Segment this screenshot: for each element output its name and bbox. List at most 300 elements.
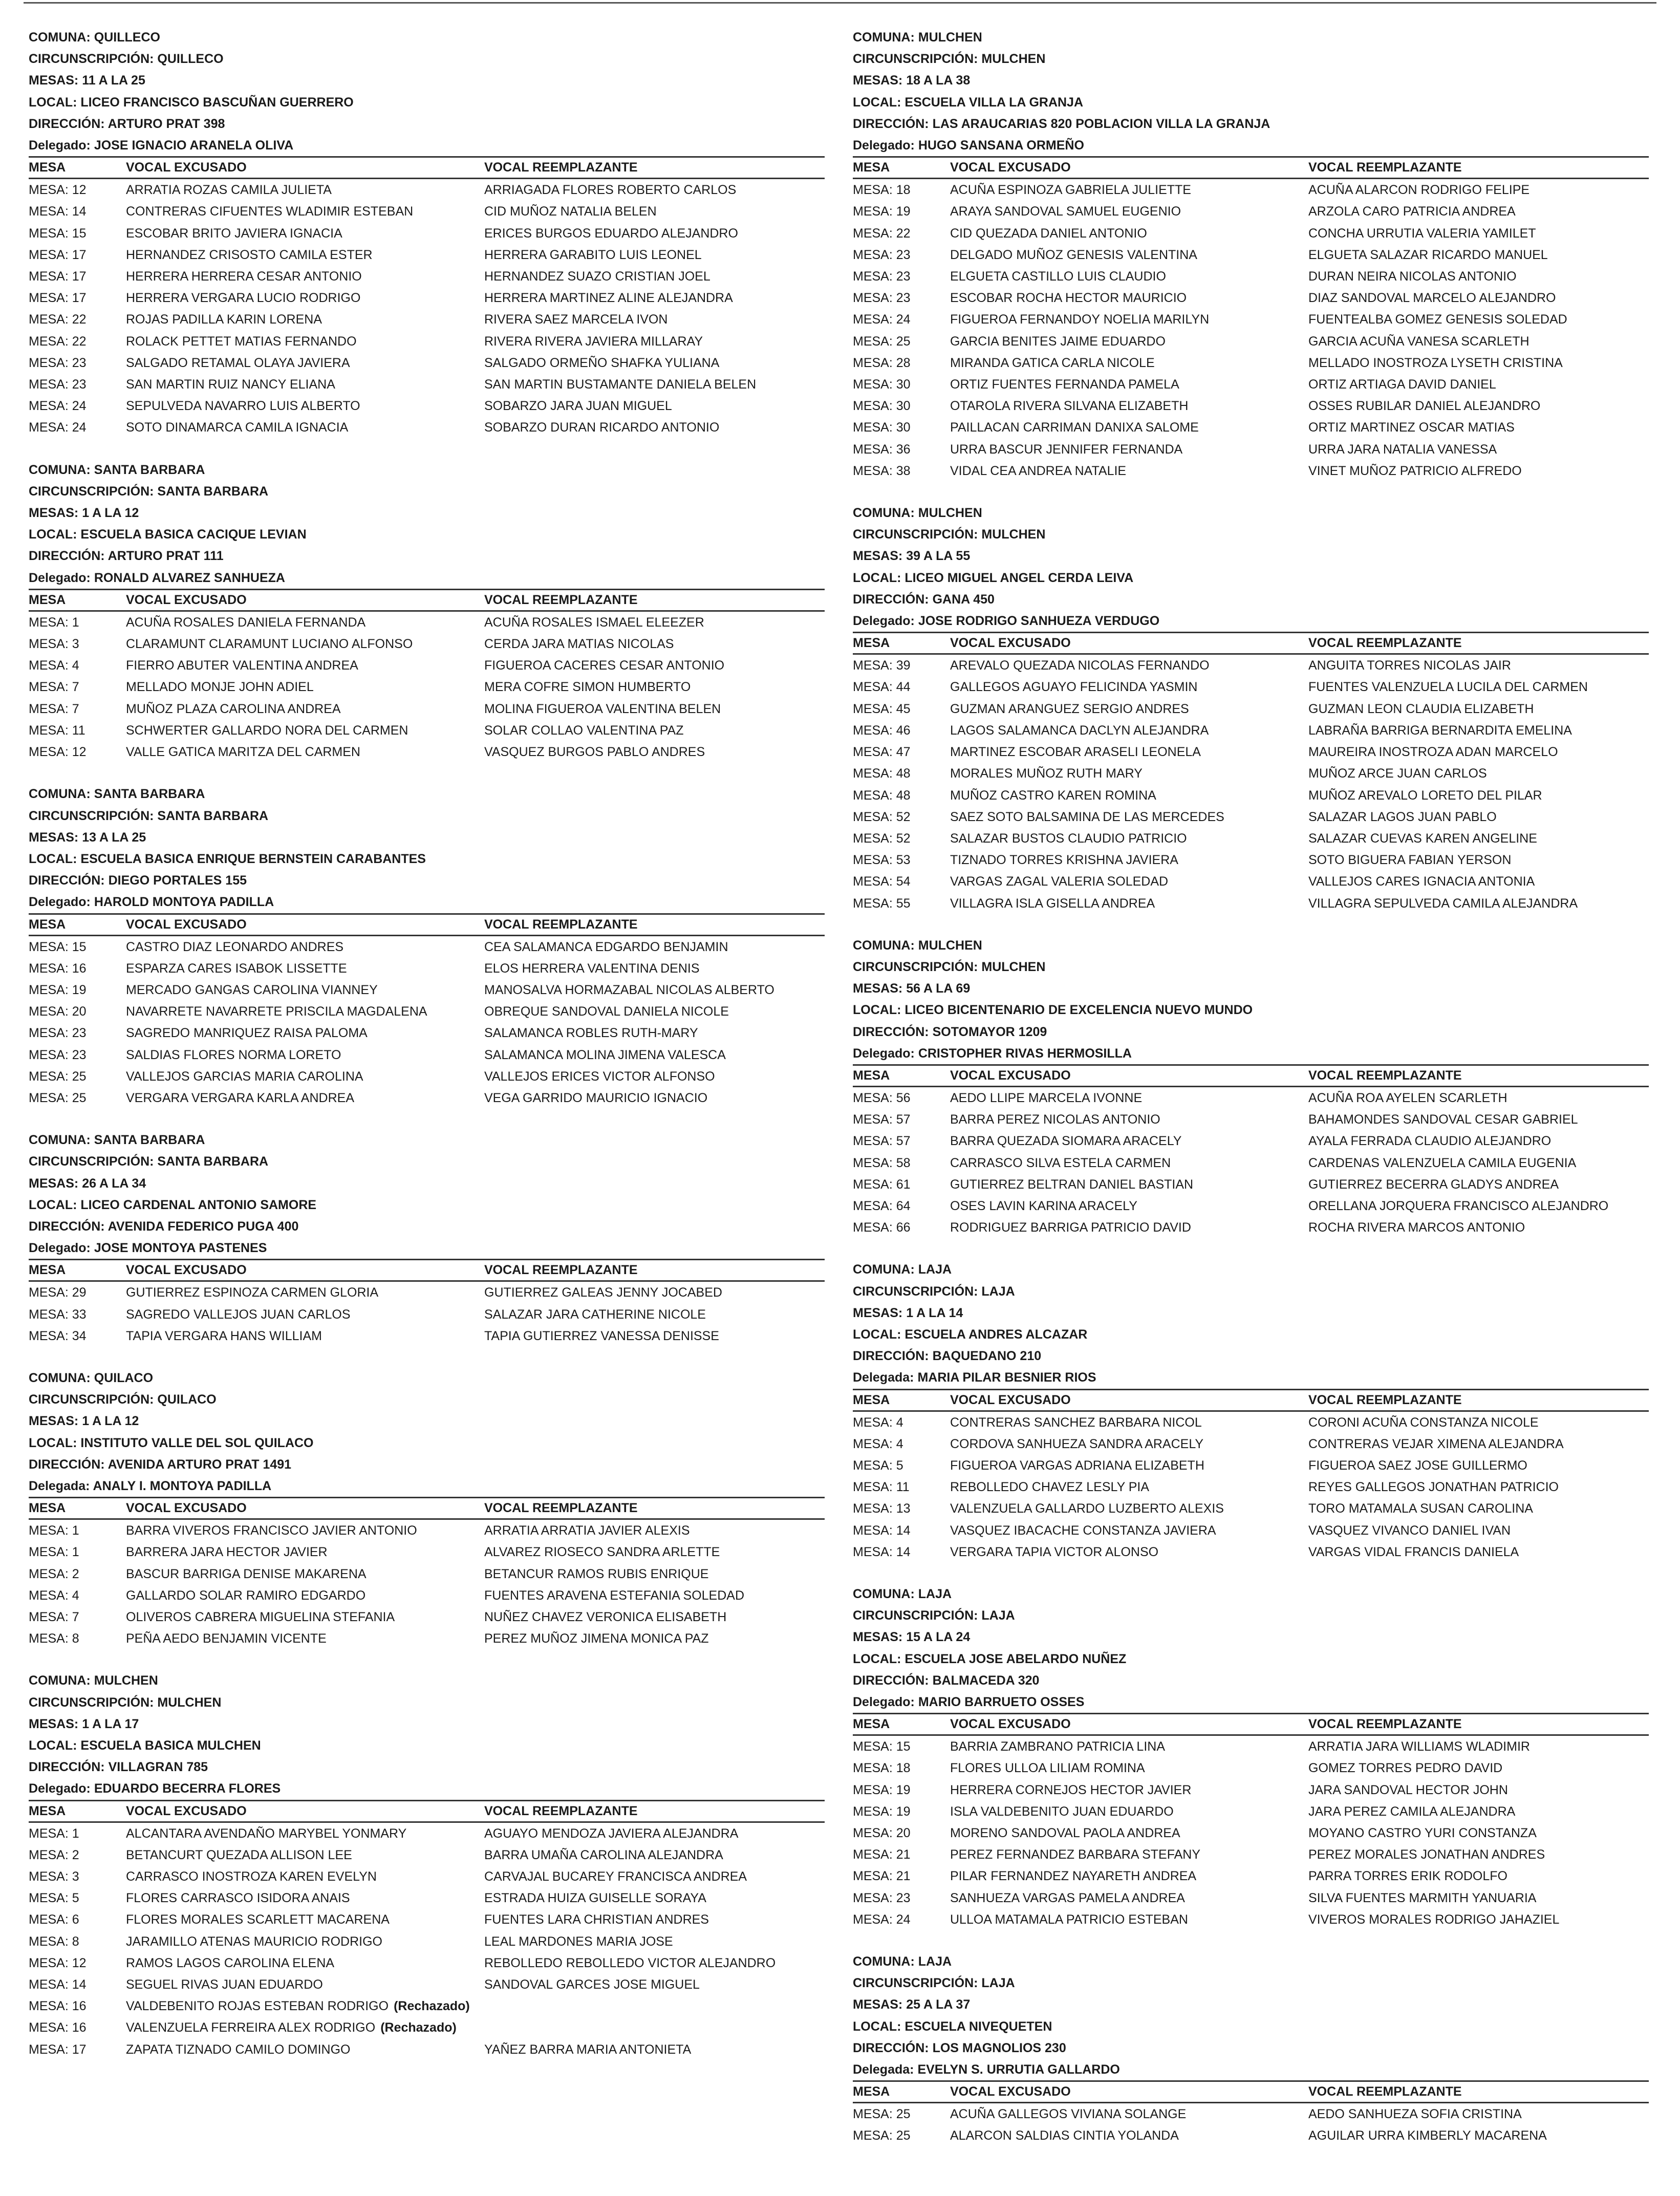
mesa-cell: MESA: 1 — [29, 615, 79, 630]
mesa-cell: MESA: 8 — [29, 1934, 79, 1949]
mesas-line — [853, 1626, 1649, 1648]
polling-section — [29, 1367, 825, 1649]
vocal-table — [853, 1713, 1649, 1930]
table-row — [29, 1563, 825, 1585]
mesas-line-value: 11 A LA 25 — [82, 73, 145, 88]
local-line-label: LOCAL : — [853, 2019, 904, 2034]
reemplazante-cell: MUÑOZ AREVALO LORETO DEL PILAR — [1308, 788, 1542, 803]
mesa-cell: MESA: 57 — [853, 1112, 911, 1127]
circunscripcion-line-value: SANTA BARBARA — [157, 1154, 269, 1169]
table-row — [853, 893, 1649, 914]
mesa-cell: MESA: 4 — [853, 1436, 903, 1451]
delegado-line — [29, 1778, 825, 1799]
mesa-cell: MESA: 24 — [853, 1912, 911, 1927]
reemplazante-cell: SALAZAR JARA CATHERINE NICOLE — [484, 1307, 706, 1322]
delegado-line-label: Delegado : — [29, 1241, 94, 1255]
table-row — [853, 1476, 1649, 1498]
mesa-cell: MESA: 15 — [853, 1739, 911, 1754]
comuna-line-label: COMUNA : — [29, 787, 94, 801]
mesa-cell: MESA: 57 — [853, 1134, 911, 1149]
direccion-line — [29, 1454, 825, 1475]
excusado-cell: FLORES CARRASCO ISIDORA ANAIS — [126, 1891, 350, 1906]
table-row — [29, 633, 825, 655]
mesa-cell: MESA: 14 — [853, 1544, 911, 1559]
mesas-line-label: MESAS : — [853, 981, 906, 996]
col-excusado-header: VOCAL EXCUSADO — [126, 1260, 484, 1281]
reemplazante-cell: GUTIERREZ BECERRA GLADYS ANDREA — [1308, 1177, 1559, 1192]
comuna-line — [853, 1583, 1649, 1605]
direccion-line — [853, 1021, 1649, 1043]
polling-section — [29, 27, 825, 439]
mesas-line-label: MESAS : — [853, 549, 906, 563]
header-row — [29, 1260, 825, 1281]
mesa-cell: MESA: 1 — [29, 1545, 79, 1560]
reemplazante-cell: REBOLLEDO REBOLLEDO VICTOR ALEJANDRO — [484, 1955, 776, 1970]
direccion-line — [29, 1756, 825, 1778]
table-row — [29, 698, 825, 720]
mesa-cell: MESA: 28 — [853, 355, 911, 370]
mesa-cell: MESA: 15 — [29, 939, 87, 954]
reemplazante-cell: NUÑEZ CHAVEZ VERONICA ELISABETH — [484, 1610, 727, 1624]
mesa-cell: MESA: 14 — [853, 1523, 911, 1538]
reemplazante-cell: BETANCUR RAMOS RUBIS ENRIQUE — [484, 1566, 709, 1581]
comuna-line-value: MULCHEN — [94, 1673, 158, 1688]
table-row — [29, 331, 825, 352]
mesa-cell: MESA: 19 — [29, 982, 87, 997]
excusado-cell: FLORES MORALES SCARLETT MACARENA — [126, 1912, 390, 1927]
excusado-cell: BARRIA ZAMBRANO PATRICIA LINA — [950, 1739, 1165, 1754]
mesa-cell: MESA: 25 — [853, 334, 911, 349]
reemplazante-cell: PARRA TORRES ERIK RODOLFO — [1308, 1869, 1507, 1884]
vocal-table — [29, 589, 825, 763]
mesa-cell: MESA: 3 — [29, 1869, 79, 1884]
reemplazante-cell: VASQUEZ BURGOS PABLO ANDRES — [484, 745, 705, 760]
reemplazante-cell: MOYANO CASTRO YURI CONSTANZA — [1308, 1826, 1537, 1841]
delegado-line-value: HAROLD MONTOYA PADILLA — [94, 895, 274, 910]
mesa-cell: MESA: 7 — [29, 701, 79, 716]
reemplazante-cell: HERRERA MARTINEZ ALINE ALEJANDRA — [484, 291, 733, 306]
col-mesa-header: MESA — [853, 633, 950, 654]
local-line-label: LOCAL : — [29, 1198, 80, 1212]
excusado-cell: HERRERA HERRERA CESAR ANTONIO — [126, 269, 362, 284]
comuna-line — [853, 1951, 1649, 1972]
direccion-line — [853, 2037, 1649, 2059]
table-row — [853, 1455, 1649, 1476]
circunscripcion-line — [29, 481, 825, 502]
col-excusado-header: VOCAL EXCUSADO — [950, 633, 1308, 654]
excusado-cell: BARRA QUEZADA SIOMARA ARACELY — [950, 1134, 1182, 1149]
local-line — [853, 1324, 1649, 1345]
reemplazante-cell: VASQUEZ VIVANCO DANIEL IVAN — [1308, 1523, 1511, 1538]
comuna-line-value: LAJA — [918, 1262, 952, 1277]
mesa-cell: MESA: 11 — [29, 723, 85, 738]
mesa-cell: MESA: 8 — [29, 1631, 79, 1646]
reemplazante-cell: ARRATIA ARRATIA JAVIER ALEXIS — [484, 1523, 690, 1538]
comuna-line — [853, 935, 1649, 956]
mesa-cell: MESA: 1 — [29, 1826, 79, 1841]
excusado-cell: VARGAS ZAGAL VALERIA SOLEDAD — [950, 874, 1169, 889]
table-row — [29, 201, 825, 222]
reemplazante-cell: RIVERA RIVERA JAVIERA MILLARAY — [484, 334, 703, 349]
excusado-cell: SALGADO RETAMAL OLAYA JAVIERA — [126, 355, 350, 370]
delegado-line — [853, 2059, 1649, 2080]
excusado-cell: OLIVEROS CABRERA MIGUELINA STEFANIA — [126, 1610, 395, 1624]
reemplazante-cell: GARCIA ACUÑA VANESA SCARLETH — [1308, 334, 1530, 349]
vocal-table — [29, 913, 825, 1109]
col-reemplazante-header: VOCAL REEMPLAZANTE — [484, 914, 825, 935]
table-row — [853, 1433, 1649, 1455]
mesa-cell: MESA: 55 — [853, 896, 911, 911]
table-row — [853, 720, 1649, 741]
mesa-cell: MESA: 16 — [29, 1999, 87, 2014]
excusado-cell: CLARAMUNT CLARAMUNT LUCIANO ALFONSO — [126, 637, 413, 652]
local-line-value: LICEO FRANCISCO BASCUÑAN GUERRERO — [80, 95, 354, 110]
local-line-label: LOCAL : — [29, 852, 80, 866]
direccion-line-value: GANA 450 — [932, 592, 995, 607]
table-row — [29, 1066, 825, 1087]
table-row — [29, 223, 825, 244]
table-row — [853, 1109, 1649, 1130]
table-row — [853, 1174, 1649, 1195]
table-row — [29, 1887, 825, 1909]
local-line-value: INSTITUTO VALLE DEL SOL QUILACO — [80, 1435, 314, 1450]
polling-section — [29, 459, 825, 763]
local-line-value: LICEO CARDENAL ANTONIO SAMORE — [80, 1197, 317, 1212]
col-excusado-header: VOCAL EXCUSADO — [126, 1800, 484, 1822]
mesa-cell: MESA: 5 — [853, 1458, 903, 1473]
excusado-cell: ARRATIA ROZAS CAMILA JULIETA — [126, 183, 332, 198]
direccion-line-value: SOTOMAYOR 1209 — [932, 1024, 1047, 1039]
excusado-cell: MORENO SANDOVAL PAOLA ANDREA — [950, 1826, 1180, 1841]
circunscripcion-line — [853, 48, 1649, 70]
circunscripcion-line-value: LAJA — [981, 1284, 1015, 1299]
reemplazante-cell: LEAL MARDONES MARIA JOSE — [484, 1934, 673, 1949]
mesas-line-label: MESAS : — [853, 1306, 906, 1320]
mesa-cell: MESA: 11 — [853, 1480, 910, 1495]
local-line — [29, 1432, 825, 1454]
reemplazante-cell: FIGUEROA CACERES CESAR ANTONIO — [484, 658, 725, 673]
vocal-table-head — [29, 1498, 825, 1519]
direccion-line-value: AVENIDA ARTURO PRAT 1491 — [107, 1457, 292, 1472]
local-line-value: ESCUELA NIVEQUETEN — [904, 2019, 1052, 2034]
col-mesa-header: MESA — [853, 1065, 950, 1086]
mesa-cell: MESA: 20 — [29, 1004, 87, 1019]
excusado-cell: VALLE GATICA MARITZA DEL CARMEN — [126, 745, 360, 760]
mesa-cell: MESA: 24 — [29, 399, 87, 414]
reemplazante-cell: ESTRADA HUIZA GUISELLE SORAYA — [484, 1891, 706, 1906]
direccion-line-value: AVENIDA FEDERICO PUGA 400 — [107, 1219, 299, 1234]
table-row — [29, 979, 825, 1001]
excusado-cell: OSES LAVIN KARINA ARACELY — [950, 1198, 1137, 1213]
excusado-cell: PAILLACAN CARRIMAN DANIXA SALOME — [950, 420, 1199, 435]
direccion-line-value: BAQUEDANO 210 — [932, 1349, 1042, 1364]
reemplazante-cell: FUENTES LARA CHRISTIAN ANDRES — [484, 1912, 709, 1927]
reemplazante-cell: VARGAS VIDAL FRANCIS DANIELA — [1308, 1544, 1519, 1559]
excusado-cell: ALARCON SALDIAS CINTIA YOLANDA — [950, 2128, 1179, 2143]
delegado-line — [853, 135, 1649, 156]
mesa-cell: MESA: 23 — [853, 291, 911, 306]
excusado-cell: ESPARZA CARES ISABOK LISSETTE — [126, 961, 347, 976]
excusado-cell: ACUÑA ROSALES DANIELA FERNANDA — [126, 615, 366, 630]
delegado-line-label: Delegado : — [29, 571, 94, 585]
direccion-line-value: VILLAGRAN 785 — [108, 1760, 208, 1775]
local-line — [29, 1735, 825, 1756]
excusado-cell: BETANCURT QUEZADA ALLISON LEE — [126, 1847, 352, 1862]
circunscripcion-line-value: SANTA BARBARA — [157, 808, 269, 823]
table-row — [29, 1087, 825, 1109]
excusado-cell: VALENZUELA FERREIRA ALEX RODRIGO (Rechazado) — [126, 2020, 457, 2035]
reemplazante-cell: VINET MUÑOZ PATRICIO ALFREDO — [1308, 463, 1522, 478]
direccion-line-value: LOS MAGNOLIOS 230 — [932, 2040, 1066, 2055]
mesa-cell: MESA: 21 — [853, 1869, 911, 1884]
circunscripcion-line-value: SANTA BARBARA — [157, 484, 269, 499]
polling-section — [853, 502, 1649, 914]
table-row — [29, 1866, 825, 1887]
vocal-table-head — [29, 1800, 825, 1822]
table-row — [29, 1822, 825, 1844]
comuna-line — [853, 27, 1649, 48]
excusado-cell: GARCIA BENITES JAIME EDUARDO — [950, 334, 1166, 349]
table-row — [853, 2125, 1649, 2146]
circunscripcion-line — [853, 1605, 1649, 1626]
local-line — [29, 848, 825, 870]
reemplazante-cell: MERA COFRE SIMON HUMBERTO — [484, 680, 691, 695]
reemplazante-cell: JARA PEREZ CAMILA ALEJANDRA — [1308, 1804, 1516, 1819]
excusado-cell: SEGUEL RIVAS JUAN EDUARDO — [126, 1977, 323, 1992]
mesa-cell: MESA: 58 — [853, 1155, 911, 1170]
excusado-cell: VERGARA TAPIA VICTOR ALONSO — [950, 1544, 1159, 1559]
vocal-table-body — [29, 179, 825, 439]
excusado-cell: FIGUEROA VARGAS ADRIANA ELIZABETH — [950, 1458, 1204, 1473]
excusado-cell: ACUÑA GALLEGOS VIVIANA SOLANGE — [950, 2107, 1187, 2122]
local-line-label: LOCAL : — [853, 1652, 904, 1666]
table-row — [29, 935, 825, 958]
local-line — [853, 999, 1649, 1021]
mesa-cell: MESA: 39 — [853, 658, 911, 673]
reemplazante-cell: SILVA FUENTES MARMITH YANUARIA — [1308, 1890, 1537, 1905]
reemplazante-cell: CARVAJAL BUCAREY FRANCISCA ANDREA — [484, 1869, 747, 1884]
mesas-line-label: MESAS : — [29, 830, 82, 845]
excusado-cell: MUÑOZ CASTRO KAREN ROMINA — [950, 788, 1156, 803]
vocal-table-head — [29, 589, 825, 611]
excusado-cell: ELGUETA CASTILLO LUIS CLAUDIO — [950, 269, 1166, 284]
excusado-cell: RAMOS LAGOS CAROLINA ELENA — [126, 1955, 335, 1970]
circunscripcion-line-label: CIRCUNSCRIPCIÓN : — [853, 52, 981, 66]
table-row — [853, 828, 1649, 849]
excusado-cell: ORTIZ FUENTES FERNANDA PAMELA — [950, 377, 1179, 392]
mesas-line — [29, 1410, 825, 1432]
excusado-cell: BARRA VIVEROS FRANCISCO JAVIER ANTONIO — [126, 1523, 417, 1538]
reemplazante-cell: CONTRERAS VEJAR XIMENA ALEJANDRA — [1308, 1436, 1564, 1451]
circunscripcion-line — [853, 956, 1649, 978]
reemplazante-cell: PEREZ MUÑOZ JIMENA MONICA PAZ — [484, 1631, 709, 1646]
delegado-line — [29, 1237, 825, 1259]
vocal-table — [853, 1064, 1649, 1238]
excusado-cell: MERCADO GANGAS CAROLINA VIANNEY — [126, 982, 378, 997]
delegado-line-label: Delegado : — [29, 895, 94, 909]
table-row — [853, 1865, 1649, 1887]
reemplazante-cell: OBREQUE SANDOVAL DANIELA NICOLE — [484, 1004, 729, 1019]
col-reemplazante-header: VOCAL REEMPLAZANTE — [1308, 1065, 1649, 1086]
col-reemplazante-header: VOCAL REEMPLAZANTE — [1308, 2081, 1649, 2103]
reemplazante-cell: SOTO BIGUERA FABIAN YERSON — [1308, 853, 1512, 868]
local-line — [29, 92, 825, 113]
direccion-line-label: DIRECCIÓN : — [29, 549, 108, 563]
reemplazante-cell: ANGUITA TORRES NICOLAS JAIR — [1308, 658, 1511, 673]
table-row — [853, 1844, 1649, 1865]
table-row — [29, 2039, 825, 2060]
reemplazante-cell: ACUÑA ALARCON RODRIGO FELIPE — [1308, 183, 1530, 198]
vocal-table-body — [853, 1735, 1649, 1930]
delegado-line-value: CRISTOPHER RIVAS HERMOSILLA — [918, 1046, 1132, 1061]
mesas-line — [29, 1173, 825, 1194]
reemplazante-cell: SALAZAR CUEVAS KAREN ANGELINE — [1308, 831, 1537, 846]
reemplazante-cell: ALVAREZ RIOSECO SANDRA ARLETTE — [484, 1545, 720, 1560]
excusado-cell: URRA BASCUR JENNIFER FERNANDA — [950, 442, 1183, 457]
comuna-line-value: MULCHEN — [918, 938, 982, 953]
excusado-cell: GALLARDO SOLAR RAMIRO EDGARDO — [126, 1588, 366, 1603]
reemplazante-cell: AGUAYO MENDOZA JAVIERA ALEJANDRA — [484, 1826, 739, 1841]
vocal-table-head — [853, 2081, 1649, 2103]
table-row — [853, 763, 1649, 784]
local-line — [29, 1194, 825, 1216]
excusado-cell: MELLADO MONJE JOHN ADIEL — [126, 680, 314, 695]
header-row — [29, 157, 825, 179]
direccion-line-label: DIRECCIÓN : — [853, 117, 933, 131]
excusado-cell: ZAPATA TIZNADO CAMILO DOMINGO — [126, 2042, 351, 2057]
vocal-table-body — [29, 1822, 825, 2060]
excusado-cell: GUTIERREZ ESPINOZA CARMEN GLORIA — [126, 1285, 379, 1300]
table-row — [853, 439, 1649, 460]
excusado-cell: FIGUEROA FERNANDOY NOELIA MARILYN — [950, 312, 1210, 327]
mesa-cell: MESA: 48 — [853, 766, 911, 781]
table-row — [853, 1909, 1649, 1930]
col-mesa-header: MESA — [853, 1714, 950, 1735]
delegado-line — [29, 1475, 825, 1497]
vocal-table — [853, 632, 1649, 914]
reemplazante-cell: SAN MARTIN BUSTAMANTE DANIELA BELEN — [484, 377, 757, 392]
mesas-line — [29, 1713, 825, 1735]
mesa-cell: MESA: 25 — [853, 2107, 911, 2122]
polling-section — [29, 783, 825, 1109]
mesa-cell: MESA: 25 — [29, 1069, 87, 1084]
reemplazante-cell: HERRERA GARABITO LUIS LEONEL — [484, 247, 702, 262]
table-row — [853, 654, 1649, 677]
delegado-line-value: RONALD ALVAREZ SANHUEZA — [94, 570, 285, 585]
delegado-line-label: Delegado : — [29, 138, 94, 153]
excusado-cell: GUTIERREZ BELTRAN DANIEL BASTIAN — [950, 1177, 1194, 1192]
mesas-line-value: 39 A LA 55 — [906, 549, 971, 564]
local-line-label: LOCAL : — [29, 527, 80, 542]
circunscripcion-line-label: CIRCUNSCRIPCIÓN : — [29, 52, 157, 66]
mesa-cell: MESA: 22 — [853, 226, 911, 241]
excusado-cell: OTAROLA RIVERA SILVANA ELIZABETH — [950, 399, 1189, 414]
excusado-cell: MARTINEZ ESCOBAR ARASELI LEONELA — [950, 745, 1201, 760]
direccion-line-label: DIRECCIÓN : — [29, 1457, 108, 1472]
mesa-cell: MESA: 52 — [853, 831, 911, 846]
mesa-cell: MESA: 23 — [853, 1890, 911, 1905]
mesa-cell: MESA: 18 — [853, 183, 911, 198]
excusado-cell: CORDOVA SANHUEZA SANDRA ARACELY — [950, 1436, 1204, 1451]
direccion-line — [29, 113, 825, 135]
excusado-cell: FLORES ULLOA LILIAM ROMINA — [950, 1761, 1145, 1776]
direccion-line-label: DIRECCIÓN : — [29, 117, 108, 131]
table-row — [29, 1022, 825, 1044]
mesa-cell: MESA: 1 — [29, 1523, 79, 1538]
reemplazante-cell: BAHAMONDES SANDOVAL CESAR GABRIEL — [1308, 1112, 1578, 1127]
delegado-line — [29, 135, 825, 156]
table-row — [853, 871, 1649, 892]
mesa-cell: MESA: 2 — [29, 1847, 79, 1862]
circunscripcion-line — [29, 48, 825, 70]
local-line-value: ESCUELA ANDRES ALCAZAR — [904, 1327, 1088, 1342]
excusado-cell: MUÑOZ PLAZA CAROLINA ANDREA — [126, 701, 341, 716]
vocal-table — [853, 1389, 1649, 1563]
circunscripcion-line-value: LAJA — [981, 1976, 1015, 1991]
vocal-table-body — [29, 611, 825, 763]
mesas-line-label: MESAS : — [853, 73, 906, 88]
circunscripcion-line — [853, 524, 1649, 545]
comuna-line-value: MULCHEN — [918, 506, 982, 521]
excusado-cell: VILLAGRA ISLA GISELLA ANDREA — [950, 896, 1155, 911]
circunscripcion-line-value: LAJA — [981, 1608, 1015, 1623]
reemplazante-cell: OSSES RUBILAR DANIEL ALEJANDRO — [1308, 399, 1541, 414]
table-row — [29, 1844, 825, 1866]
local-line-value: LICEO BICENTENARIO DE EXCELENCIA NUEVO MUNDO — [904, 1003, 1253, 1018]
mesa-cell: MESA: 14 — [29, 204, 87, 219]
mesas-line-value: 13 A LA 25 — [82, 830, 146, 845]
mesa-cell: MESA: 30 — [853, 377, 911, 392]
mesa-cell: MESA: 7 — [29, 680, 79, 695]
table-row — [853, 287, 1649, 309]
local-line-value: ESCUELA BASICA ENRIQUE BERNSTEIN CARABANTES — [80, 851, 426, 866]
mesa-cell: MESA: 4 — [853, 1415, 903, 1430]
delegado-line-value: JOSE MONTOYA PASTENES — [94, 1241, 267, 1256]
mesa-cell: MESA: 17 — [29, 269, 87, 284]
mesas-line — [853, 70, 1649, 91]
table-row — [29, 1931, 825, 1952]
excusado-cell: CARRASCO SILVA ESTELA CARMEN — [950, 1155, 1171, 1170]
mesas-line-value: 26 A LA 34 — [82, 1176, 146, 1191]
excusado-cell: SANHUEZA VARGAS PAMELA ANDREA — [950, 1890, 1185, 1905]
delegado-line — [29, 567, 825, 589]
delegado-line — [853, 1043, 1649, 1064]
comuna-line-value: LAJA — [918, 1954, 952, 1969]
reemplazante-cell: SOBARZO DURAN RICARDO ANTONIO — [484, 420, 720, 435]
excusado-cell: ESCOBAR ROCHA HECTOR MAURICIO — [950, 291, 1187, 306]
mesa-cell: MESA: 16 — [29, 961, 87, 976]
comuna-line-label: COMUNA : — [853, 938, 918, 953]
mesas-line-value: 25 A LA 37 — [906, 1997, 971, 2012]
polling-section — [853, 27, 1649, 482]
reemplazante-cell: TAPIA GUTIERREZ VANESSA DENISSE — [484, 1328, 719, 1343]
excusado-cell: PEÑA AEDO BENJAMIN VICENTE — [126, 1631, 327, 1646]
table-row — [853, 1217, 1649, 1238]
table-row — [853, 1152, 1649, 1174]
excusado-cell: BARRA PEREZ NICOLAS ANTONIO — [950, 1112, 1160, 1127]
table-row — [29, 1606, 825, 1628]
reemplazante-cell: BARRA UMAÑA CAROLINA ALEJANDRA — [484, 1847, 723, 1862]
mesa-cell: MESA: 34 — [29, 1328, 87, 1343]
table-row — [29, 611, 825, 633]
excusado-cell: CASTRO DIAZ LEONARDO ANDRES — [126, 939, 344, 954]
local-line-label: LOCAL : — [853, 571, 904, 585]
table-row — [853, 417, 1649, 438]
reemplazante-cell: CORONI ACUÑA CONSTANZA NICOLE — [1308, 1415, 1539, 1430]
comuna-line — [29, 783, 825, 805]
excusado-cell: SAGREDO MANRIQUEZ RAISA PALOMA — [126, 1026, 368, 1041]
table-row — [29, 1044, 825, 1066]
